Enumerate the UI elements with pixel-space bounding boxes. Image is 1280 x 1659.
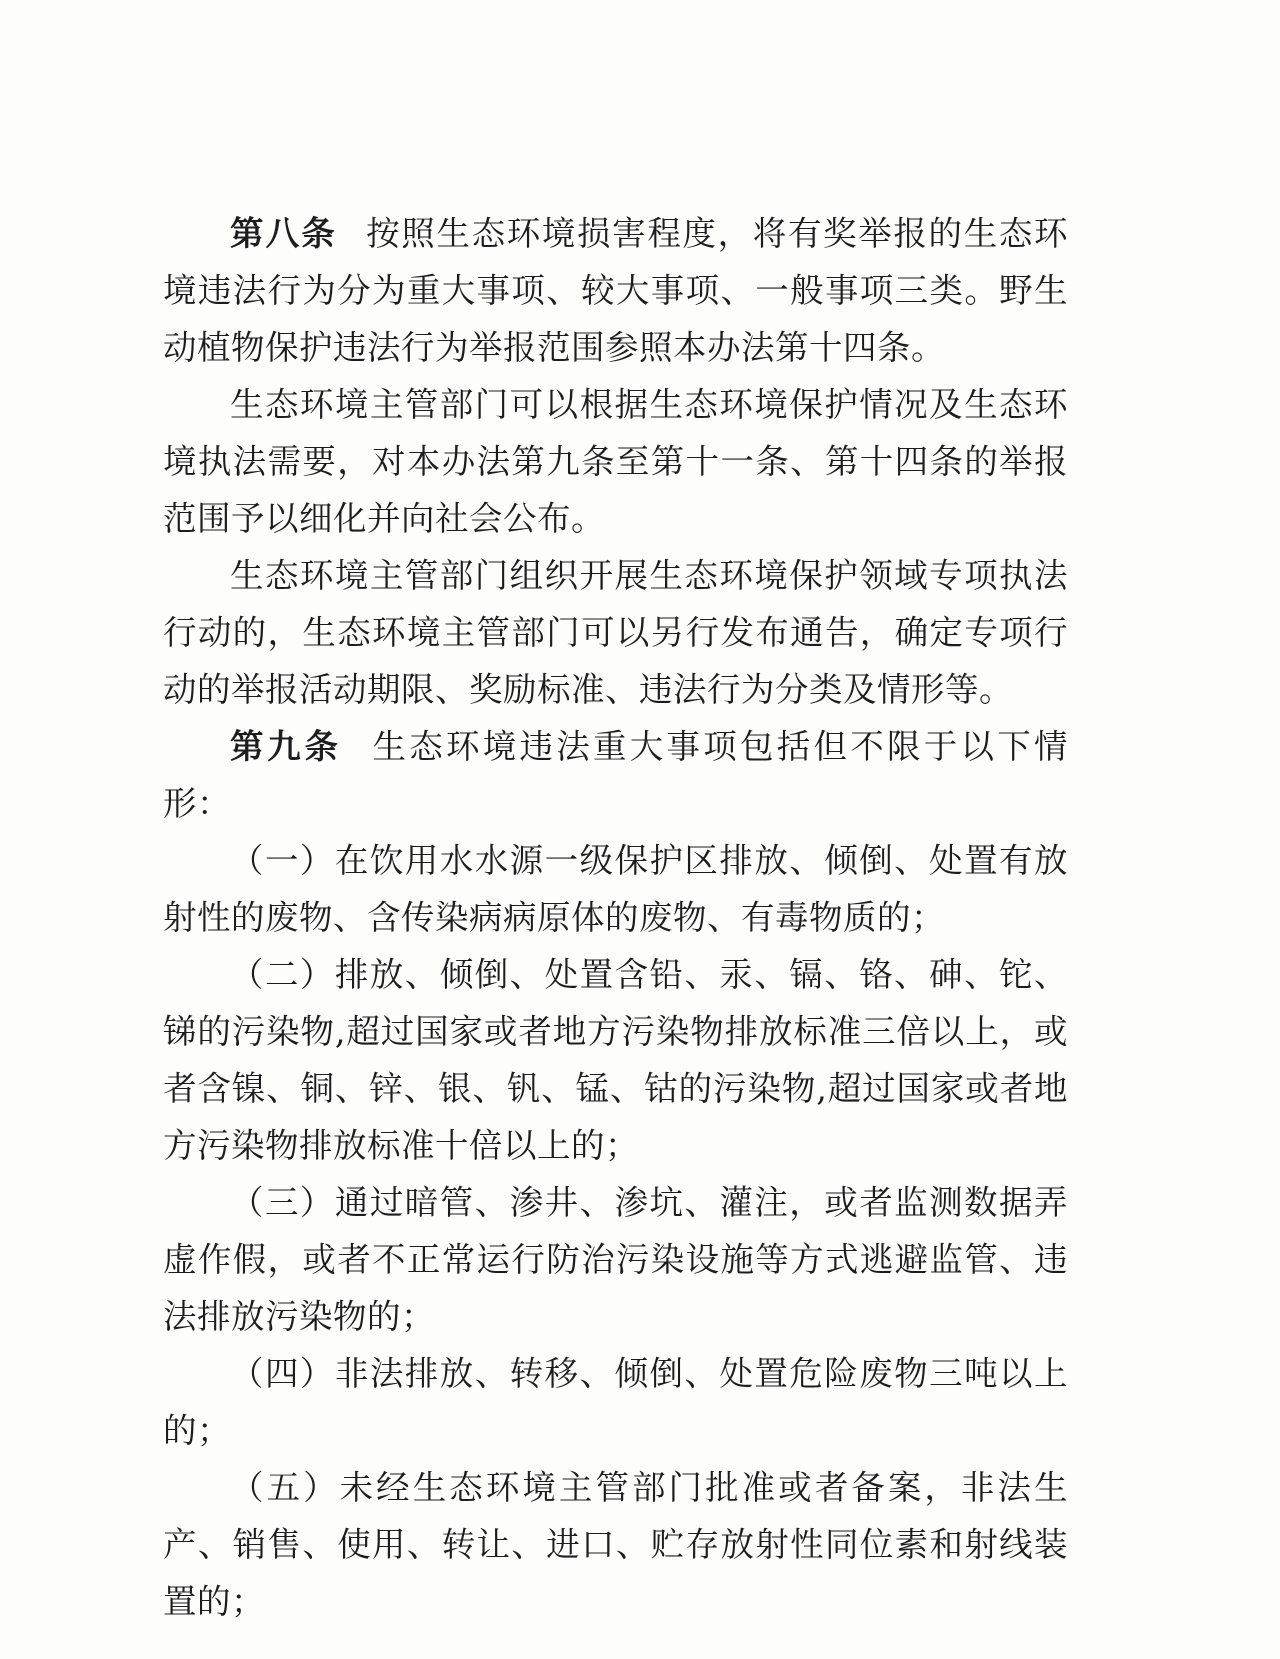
paragraph-article-9-p1	[163, 718, 1068, 832]
paragraph-text: 生态环境主管部门组织开展生态环境保护领域专项执法行动的，生态环境主管部门可以另行发布通告，确定专项行动的举报活动期限、奖励标准、违法行为分类及情形等。	[163, 556, 1068, 709]
paragraph-text: （三）通过暗管、渗井、渗坑、灌注，或者监测数据弄虚作假，或者不正常运行防治污染设施等方式逃避监管、违法排放污染物的；	[163, 1183, 1068, 1336]
paragraph-text: 按照生态环境损害程度，将有奖举报的生态环境违法行为分为重大事项、较大事项、一般事项三类。野生动植物保护违法行为举报范围参照本办法第十四条。	[163, 214, 1069, 367]
paragraph-text: 生态环境主管部门可以根据生态环境保护情况及生态环境执法需要，对本办法第九条至第十一条、第十四条的举报范围予以细化并向社会公布。	[163, 385, 1068, 538]
paragraph-article-8-p3	[163, 547, 1068, 718]
paragraph-text: （五）未经生态环境主管部门批准或者备案，非法生产、销售、使用、转让、进口、贮存放射性同位素和射线装置的；	[163, 1468, 1068, 1621]
list-item-2	[163, 946, 1068, 1174]
list-item-1	[163, 832, 1068, 946]
article-label-8: 第八条	[230, 214, 337, 253]
list-item-5	[163, 1459, 1068, 1630]
list-item-4	[163, 1345, 1068, 1459]
document-body	[163, 205, 1068, 1630]
paragraph-text: 生态环境违法重大事项包括但不限于以下情形：	[163, 727, 1068, 823]
article-label-9: 第九条	[230, 727, 342, 766]
paragraph-article-8-p2	[163, 376, 1068, 547]
paragraph-text: （四）非法排放、转移、倾倒、处置危险废物三吨以上的；	[163, 1354, 1068, 1450]
paragraph-text: （一）在饮用水水源一级保护区排放、倾倒、处置有放射性的废物、含传染病病原体的废物、有毒物质的；	[163, 841, 1068, 937]
paragraph-text: （二）排放、倾倒、处置含铅、汞、镉、铬、砷、铊、锑的污染物,超过国家或者地方污染物排放标准三倍以上，或者含镍、铜、锌、银、钒、锰、钴的污染物,超过国家或者地方污染物排放标准十倍以上的；	[163, 955, 1068, 1165]
list-item-3	[163, 1174, 1068, 1345]
paragraph-article-8-p1	[163, 205, 1068, 376]
